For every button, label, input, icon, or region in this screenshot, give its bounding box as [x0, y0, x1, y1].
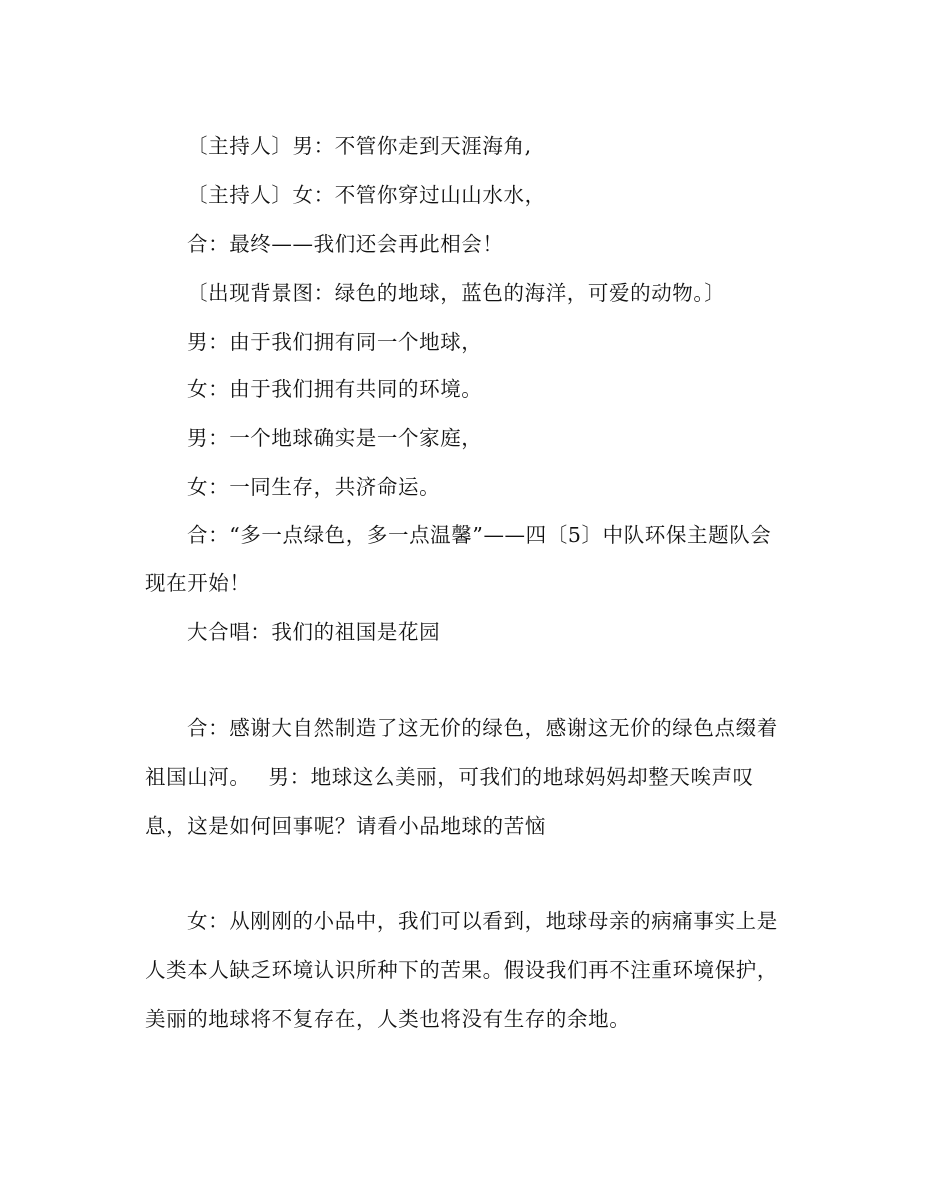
text-line: 大合唱：我们的祖国是花园 [187, 620, 441, 644]
text-line: 〔出现背景图：绿色的地球，蓝色的海洋，可爱的动物。〕 [187, 281, 726, 305]
text-line: 息，这是如何回事呢？请看小品地球的苦恼 [145, 814, 546, 838]
text-line: 祖国山河。 男：地球这么美丽，可我们的地球妈妈却整天唉声叹 [145, 765, 754, 789]
text-line: 男：由于我们拥有同一个地球， [187, 330, 483, 354]
text-line: 〔主持人〕女：不管你穿过山山水水， [187, 183, 546, 207]
text-line: 男：一个地球确实是一个家庭， [187, 426, 483, 450]
text-line: 〔主持人〕男：不管你走到天涯海角, [187, 134, 532, 158]
text-line: 美丽的地球将不复存在，人类也将没有生存的余地。 [145, 1007, 631, 1031]
text-line: 人类本人缺乏环境认识所种下的苦果。假设我们再不注重环境保护， [145, 958, 778, 982]
text-line: 女：从刚刚的小品中，我们可以看到，地球母亲的病痛事实上是 [187, 909, 778, 933]
text-line: 合：最终——我们还会再此相会！ [187, 232, 504, 256]
text-line: 合：感谢大自然制造了这无价的绿色，感谢这无价的绿色点缀着 [187, 716, 778, 740]
text-line: 女：一同生存，共济命运。 [187, 475, 441, 499]
text-line: 现在开始！ [145, 571, 251, 595]
text-line: 女：由于我们拥有共同的环境。 [187, 377, 483, 401]
text-line: 合：“多一点绿色，多一点温馨”——四〔5〕中队环保主题队会 [187, 523, 772, 547]
